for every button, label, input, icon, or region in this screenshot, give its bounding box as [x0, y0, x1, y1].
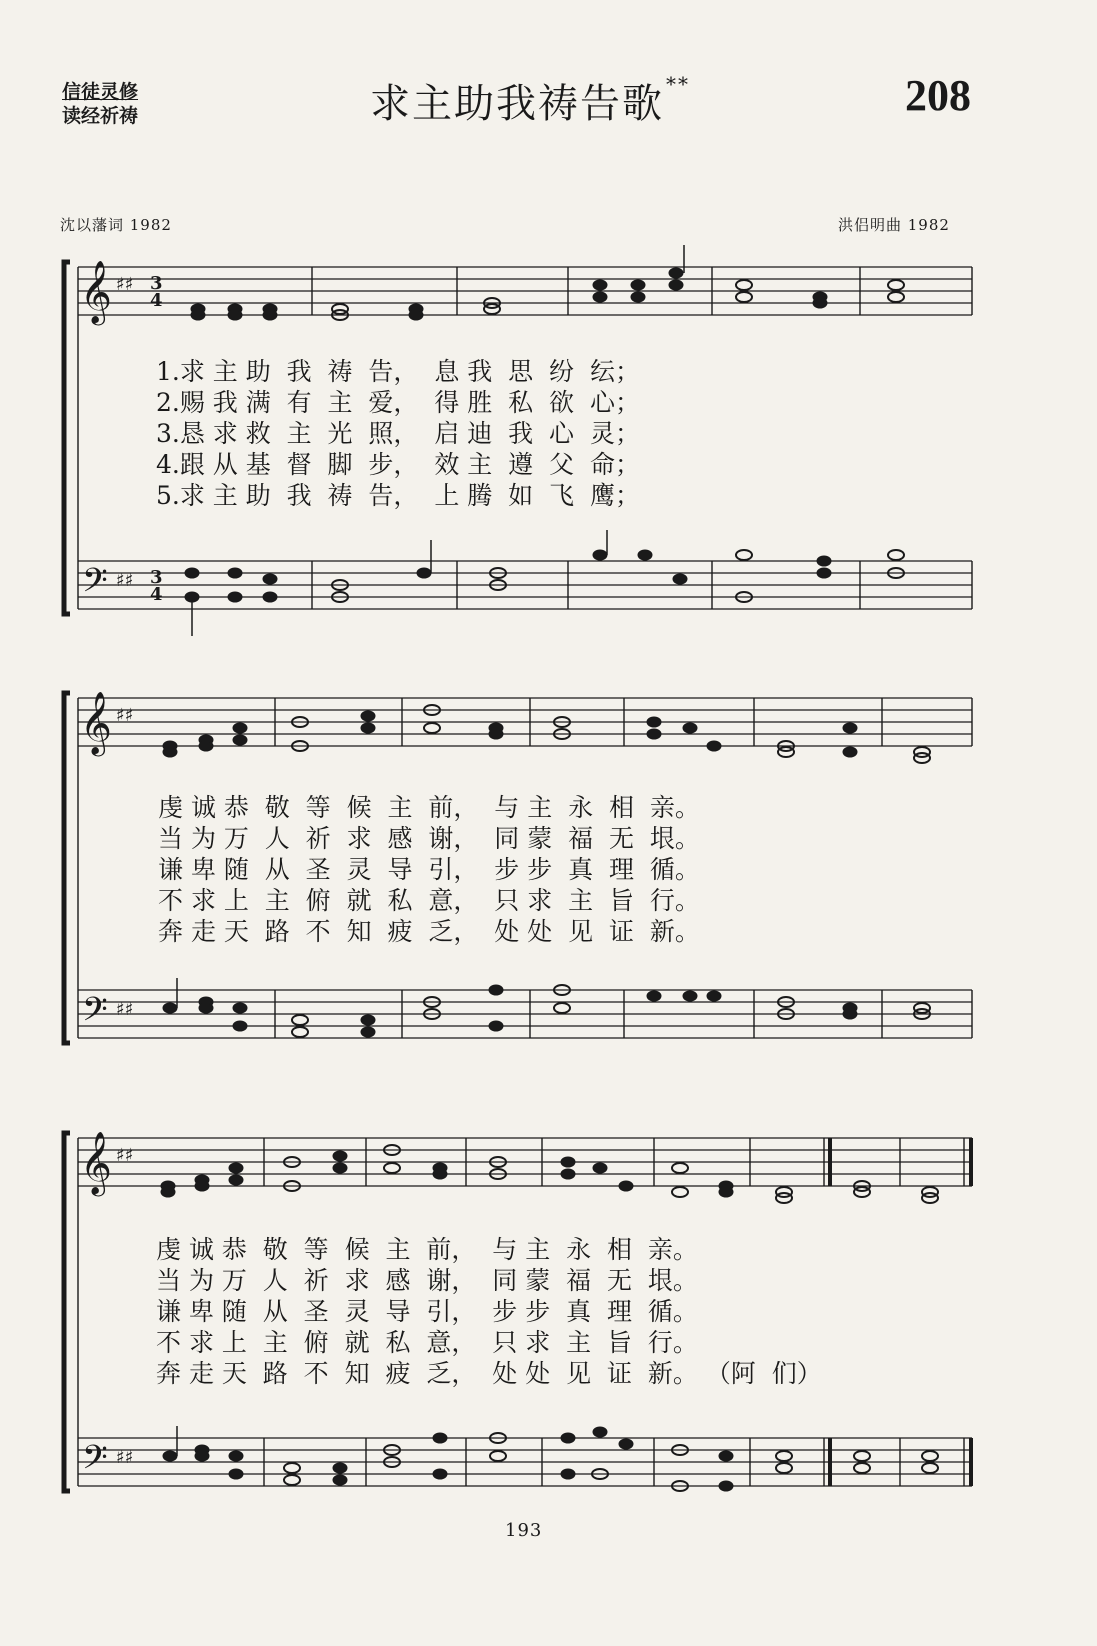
key-sharps-treble: ♯♯ [116, 705, 134, 726]
lyrics-block-1 [156, 356, 640, 511]
bass-staff [78, 561, 972, 609]
bass-notes [163, 978, 930, 1037]
time-sig-treble: 3 [150, 273, 163, 294]
lyric-verse-3: 谦 卑 随 从 圣 灵 导 引， 步 步 真 理 循。 [158, 855, 700, 884]
category-line-2: 读经祈祷 [62, 105, 139, 127]
lyric-verse-5: 奔 走 天 路 不 知 疲 乏， 处 处 见 证 新。 [158, 917, 700, 946]
lyric-verse-4: 4.跟 从 基 督 脚 步， 效 主 遵 父 命； [156, 450, 640, 479]
treble-clef-glyph: 𝄞 [80, 1131, 112, 1194]
lyric-verse-4: 不 求 上 主 俯 就 私 意， 只 求 主 旨 行。 [158, 886, 700, 915]
lyric-verse-4: 不 求 上 主 俯 就 私 意， 只 求 主 旨 行。 [156, 1328, 698, 1357]
time-sig-treble-bottom: 4 [150, 290, 163, 311]
time-sig-bass: 3 [150, 567, 163, 588]
key-sharps-bass: ♯♯ [116, 1447, 134, 1468]
key-sharps-bass: ♯♯ [116, 570, 134, 591]
key-sharps-treble: ♯♯ [116, 274, 134, 295]
lyric-verse-3: 3.恳 求 救 主 光 照， 启 迪 我 心 灵； [156, 419, 640, 448]
composer-credit: 洪侣明曲 1982 [838, 216, 950, 234]
lyric-verse-2: 当 为 万 人 祈 求 感 谢， 同 蒙 福 无 垠。 [156, 1266, 698, 1295]
bass-notes [163, 1426, 938, 1491]
category-line-1: 信徒灵修 [62, 81, 139, 103]
system-bracket [64, 1133, 70, 1491]
lyric-verse-1: 虔 诚 恭 敬 等 候 主 前， 与 主 永 相 亲。 [158, 793, 700, 822]
bass-clef-glyph: 𝄢 [82, 991, 108, 1037]
lyric-verse-5: 5.求 主 助 我 祷 告， 上 腾 如 飞 鹰； [156, 481, 640, 510]
bass-clef-glyph: 𝄢 [82, 562, 108, 608]
treble-clef-glyph: 𝄞 [80, 691, 112, 754]
key-sharps-bass: ♯♯ [116, 999, 134, 1020]
bass-staff [78, 1438, 972, 1486]
hymn-title [370, 72, 690, 129]
bass-notes [185, 530, 904, 636]
treble-clef-glyph: 𝄞 [80, 260, 112, 323]
category-label [62, 80, 138, 128]
bass-clef-glyph: 𝄢 [82, 1439, 108, 1485]
time-sig-bass-bottom: 4 [150, 584, 163, 605]
key-sharps-treble: ♯♯ [116, 1145, 134, 1166]
lyric-verse-1: 1.求 主 助 我 祷 告， 息 我 思 纷 纭； [156, 357, 640, 386]
lyric-verse-1: 虔 诚 恭 敬 等 候 主 前， 与 主 永 相 亲。 [156, 1235, 698, 1264]
lyricist-credit: 沈以藩词 1982 [60, 216, 172, 234]
treble-staff [78, 1138, 972, 1186]
treble-notes [191, 245, 904, 320]
lyric-verse-2: 当 为 万 人 祈 求 感 谢， 同 蒙 福 无 垠。 [158, 824, 700, 853]
lyrics-block-3 [156, 1234, 822, 1389]
page-number: 193 [505, 1520, 543, 1541]
lyric-verse-3: 谦 卑 随 从 圣 灵 导 引， 步 步 真 理 循。 [156, 1297, 698, 1326]
lyric-verse-5: 奔 走 天 路 不 知 疲 乏， 处 处 见 证 新。 （阿 们） [156, 1359, 822, 1388]
lyric-verse-2: 2.赐 我 满 有 主 爱， 得 胜 私 欲 心； [156, 388, 640, 417]
treble-staff [78, 267, 972, 315]
bass-staff [78, 990, 972, 1038]
system-bracket [64, 262, 70, 614]
hymn-number: 208 [905, 71, 971, 120]
system-bracket [64, 693, 70, 1043]
lyrics-block-2 [158, 792, 700, 947]
title-footnote-mark: ** [666, 72, 690, 96]
hymn-title-text: 求主助我祷告歌 [370, 81, 664, 127]
